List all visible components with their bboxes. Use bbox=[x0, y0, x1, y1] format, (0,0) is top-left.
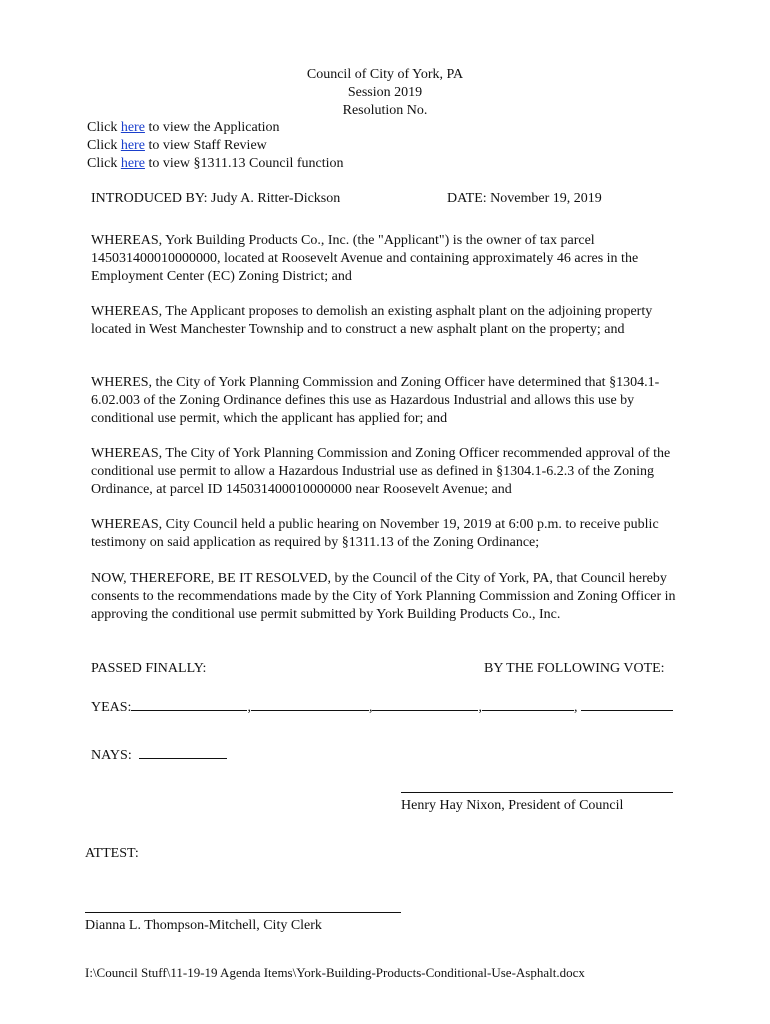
nays-label: NAYS: bbox=[91, 748, 132, 763]
link-line-council-function bbox=[87, 155, 344, 173]
link-prefix: Click bbox=[87, 120, 121, 135]
resolution-header bbox=[0, 66, 770, 120]
whereas-paragraph: WHERES, the City of York Planning Commission and Zoning Officer have determined that §1304.1-6.02.003 of the Zoning Ordinance defines this use as Hazardous Industrial and allows this use by conditional use permit, which the applicant has applied for; and bbox=[91, 375, 660, 426]
resolved-paragraph: NOW, THEREFORE, BE IT RESOLVED, by the Council of the City of York, PA, that Council hereby consents to the recommendations made by the City of York Planning Commission and Zoning Officer in approving the conditional use permit submitted by York Building Products Co., Inc. bbox=[91, 571, 676, 622]
vote-separator: , bbox=[368, 700, 373, 715]
application-link[interactable]: here bbox=[120, 120, 145, 135]
president-signature-line bbox=[401, 792, 673, 793]
yea-blank bbox=[372, 697, 478, 711]
yea-blank bbox=[131, 697, 247, 711]
link-line-staff-review bbox=[87, 137, 344, 155]
yea-blank bbox=[482, 697, 574, 711]
nays-line bbox=[91, 745, 227, 765]
introduced-by: INTRODUCED BY: Judy A. Ritter-Dickson bbox=[91, 191, 341, 206]
council-function-link[interactable]: here bbox=[120, 156, 145, 171]
resolution-date: DATE: November 19, 2019 bbox=[447, 191, 602, 206]
session-line: Session 2019 bbox=[347, 85, 423, 100]
yeas-line bbox=[91, 697, 673, 717]
document-links bbox=[87, 119, 344, 173]
council-title: Council of City of York, PA bbox=[306, 67, 464, 82]
link-suffix: to view §1311.13 Council function bbox=[144, 156, 344, 171]
yeas-label: YEAS: bbox=[91, 700, 132, 715]
whereas-paragraph: WHEREAS, The Applicant proposes to demolish an existing asphalt plant on the adjoining property located in West Manchester Township and to construct a new asphalt plant on the property; and bbox=[91, 304, 653, 337]
link-prefix: Click bbox=[87, 156, 121, 171]
yea-blank bbox=[251, 697, 369, 711]
vote-separator: , bbox=[478, 700, 482, 715]
link-suffix: to view Staff Review bbox=[144, 138, 267, 153]
whereas-paragraph: WHEREAS, The City of York Planning Commission and Zoning Officer recommended approval of the conditional use permit to allow a Hazardous Industrial use as defined in §1304.1-6.2.3 of the Zoning Ordinance, at parcel ID 145031400010000000 near Roosevelt Avenue; and bbox=[91, 446, 671, 497]
clerk-signature-line bbox=[85, 912, 401, 913]
link-line-application bbox=[87, 119, 344, 137]
intro-line bbox=[91, 190, 691, 208]
president-name: Henry Hay Nixon, President of Council bbox=[401, 798, 624, 813]
staff-review-link[interactable]: here bbox=[120, 138, 145, 153]
attest-label: ATTEST: bbox=[85, 846, 139, 861]
clerk-name: Dianna L. Thompson-Mitchell, City Clerk bbox=[85, 918, 322, 933]
link-prefix: Click bbox=[87, 138, 121, 153]
yea-blank bbox=[581, 697, 673, 711]
following-vote-label: BY THE FOLLOWING VOTE: bbox=[484, 661, 665, 676]
file-path-footer: I:\Council Stuff\11-19-19 Agenda Items\York-Building-Products-Conditional-Use-Asphalt.docx bbox=[85, 965, 585, 980]
nay-blank bbox=[139, 745, 227, 759]
whereas-paragraph: WHEREAS, York Building Products Co., Inc. (the "Applicant") is the owner of tax parcel 145031400010000000, located at Roosevelt Avenue and containing approximately 46 acres in the Employment Center (EC) Zoning District; and bbox=[91, 233, 639, 284]
vote-separator: , bbox=[573, 700, 578, 715]
whereas-paragraph: WHEREAS, City Council held a public hearing on November 19, 2019 at 6:00 p.m. to receive public testimony on said application as required by §1311.13 of the Zoning Ordinance; bbox=[91, 517, 659, 550]
resolution-number: Resolution No. bbox=[342, 103, 428, 118]
vote-separator: , bbox=[247, 700, 251, 715]
passed-finally-label: PASSED FINALLY: bbox=[91, 661, 207, 676]
link-suffix: to view the Application bbox=[144, 120, 280, 135]
